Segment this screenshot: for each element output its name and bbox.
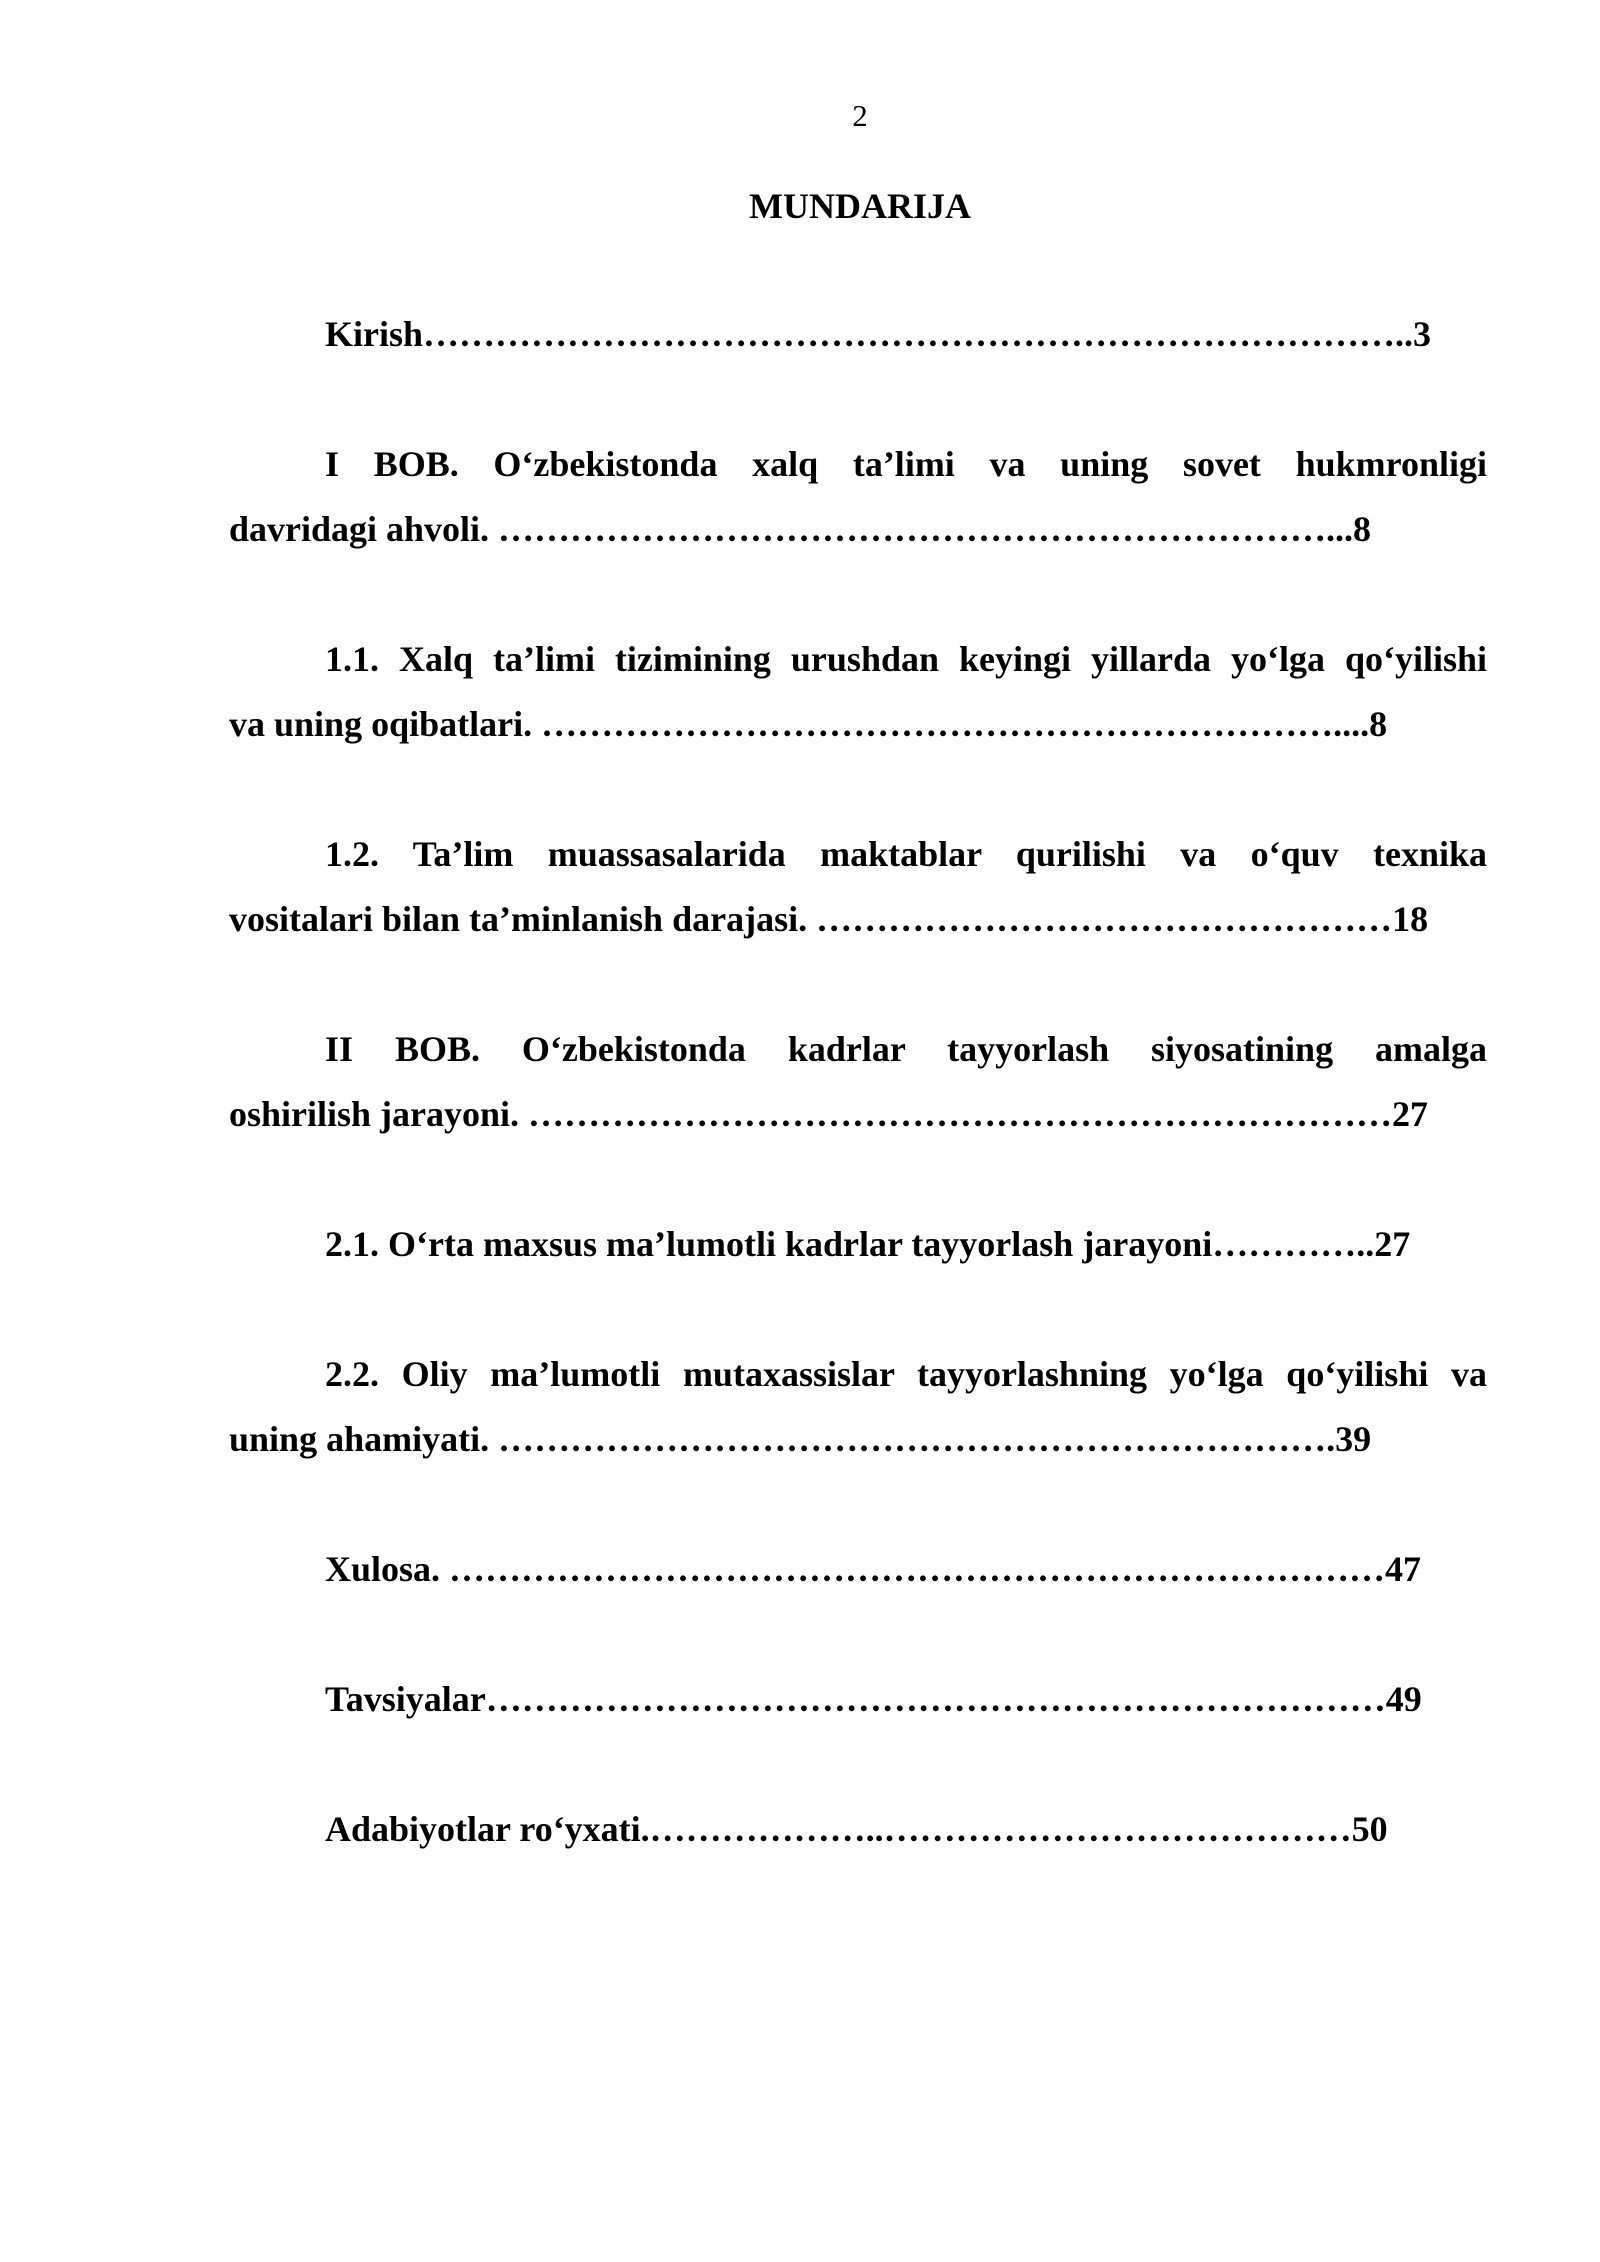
page-number: 2: [852, 98, 868, 133]
toc-entry-line: vositalari bilan ta’minlanish darajasi. …………………………………………18: [229, 899, 1429, 939]
toc-entry-chapter-2: [229, 1017, 1487, 1147]
toc-entry-section-1-1: [229, 627, 1487, 757]
toc-entry-line: 2.2. Oliy ma’lumotli mutaxassislar tayyorlashning yo‘lga qo‘yilishi va: [325, 1354, 1487, 1394]
toc-entry-section-1-2: [229, 822, 1487, 952]
toc-entry-xulosa: [229, 1537, 1487, 1602]
toc-entry-line: Xulosa. ……………………………………………………………………47: [325, 1549, 1422, 1589]
toc-entry-line: Kirish………………………………………………………………………..3: [325, 314, 1432, 354]
toc-entry-line: II BOB. O‘zbekistonda kadrlar tayyorlash siyosatining amalga: [325, 1029, 1487, 1069]
toc-title: MUNDARIJA: [749, 186, 971, 226]
toc-entry-line: Adabiyotlar ro‘yxati.………………..…………………………………50: [325, 1809, 1388, 1849]
toc-entry-section-2-2: [229, 1342, 1487, 1472]
toc-entry-line: I BOB. O‘zbekistonda xalq ta’limi va uning sovet hukmronligi: [325, 444, 1487, 484]
toc-entry-kirish: [229, 302, 1487, 367]
toc-entry-section-2-1: [229, 1212, 1487, 1277]
toc-entry-line: oshirilish jarayoni. ………………………………………………………………27: [229, 1094, 1429, 1134]
toc-entry-line: davridagi ahvoli. ……………………………………………………………...8: [229, 509, 1372, 549]
toc-entry-line: uning ahamiyati. …………………………………………………………….39: [229, 1419, 1372, 1459]
toc-entry-line: 2.1. O‘rta maxsus ma’lumotli kadrlar tayyorlash jarayoni…………..27: [325, 1224, 1411, 1264]
toc-entry-adabiyotlar: [229, 1797, 1487, 1862]
toc-entry-line: 1.2. Ta’lim muassasalarida maktablar qurilishi va o‘quv texnika: [325, 834, 1487, 874]
toc-entry-line: 1.1. Xalq ta’limi tizimining urushdan keyingi yillarda yo‘lga qo‘yilishi: [325, 639, 1487, 679]
toc-entry-chapter-1: [229, 432, 1487, 562]
toc-entry-tavsiyalar: [229, 1667, 1487, 1732]
toc-entry-line: va uning oqibatlari. …………………………………………………………....8: [229, 704, 1388, 744]
toc-entry-line: Tavsiyalar…………………………………………………………………49: [325, 1679, 1422, 1719]
